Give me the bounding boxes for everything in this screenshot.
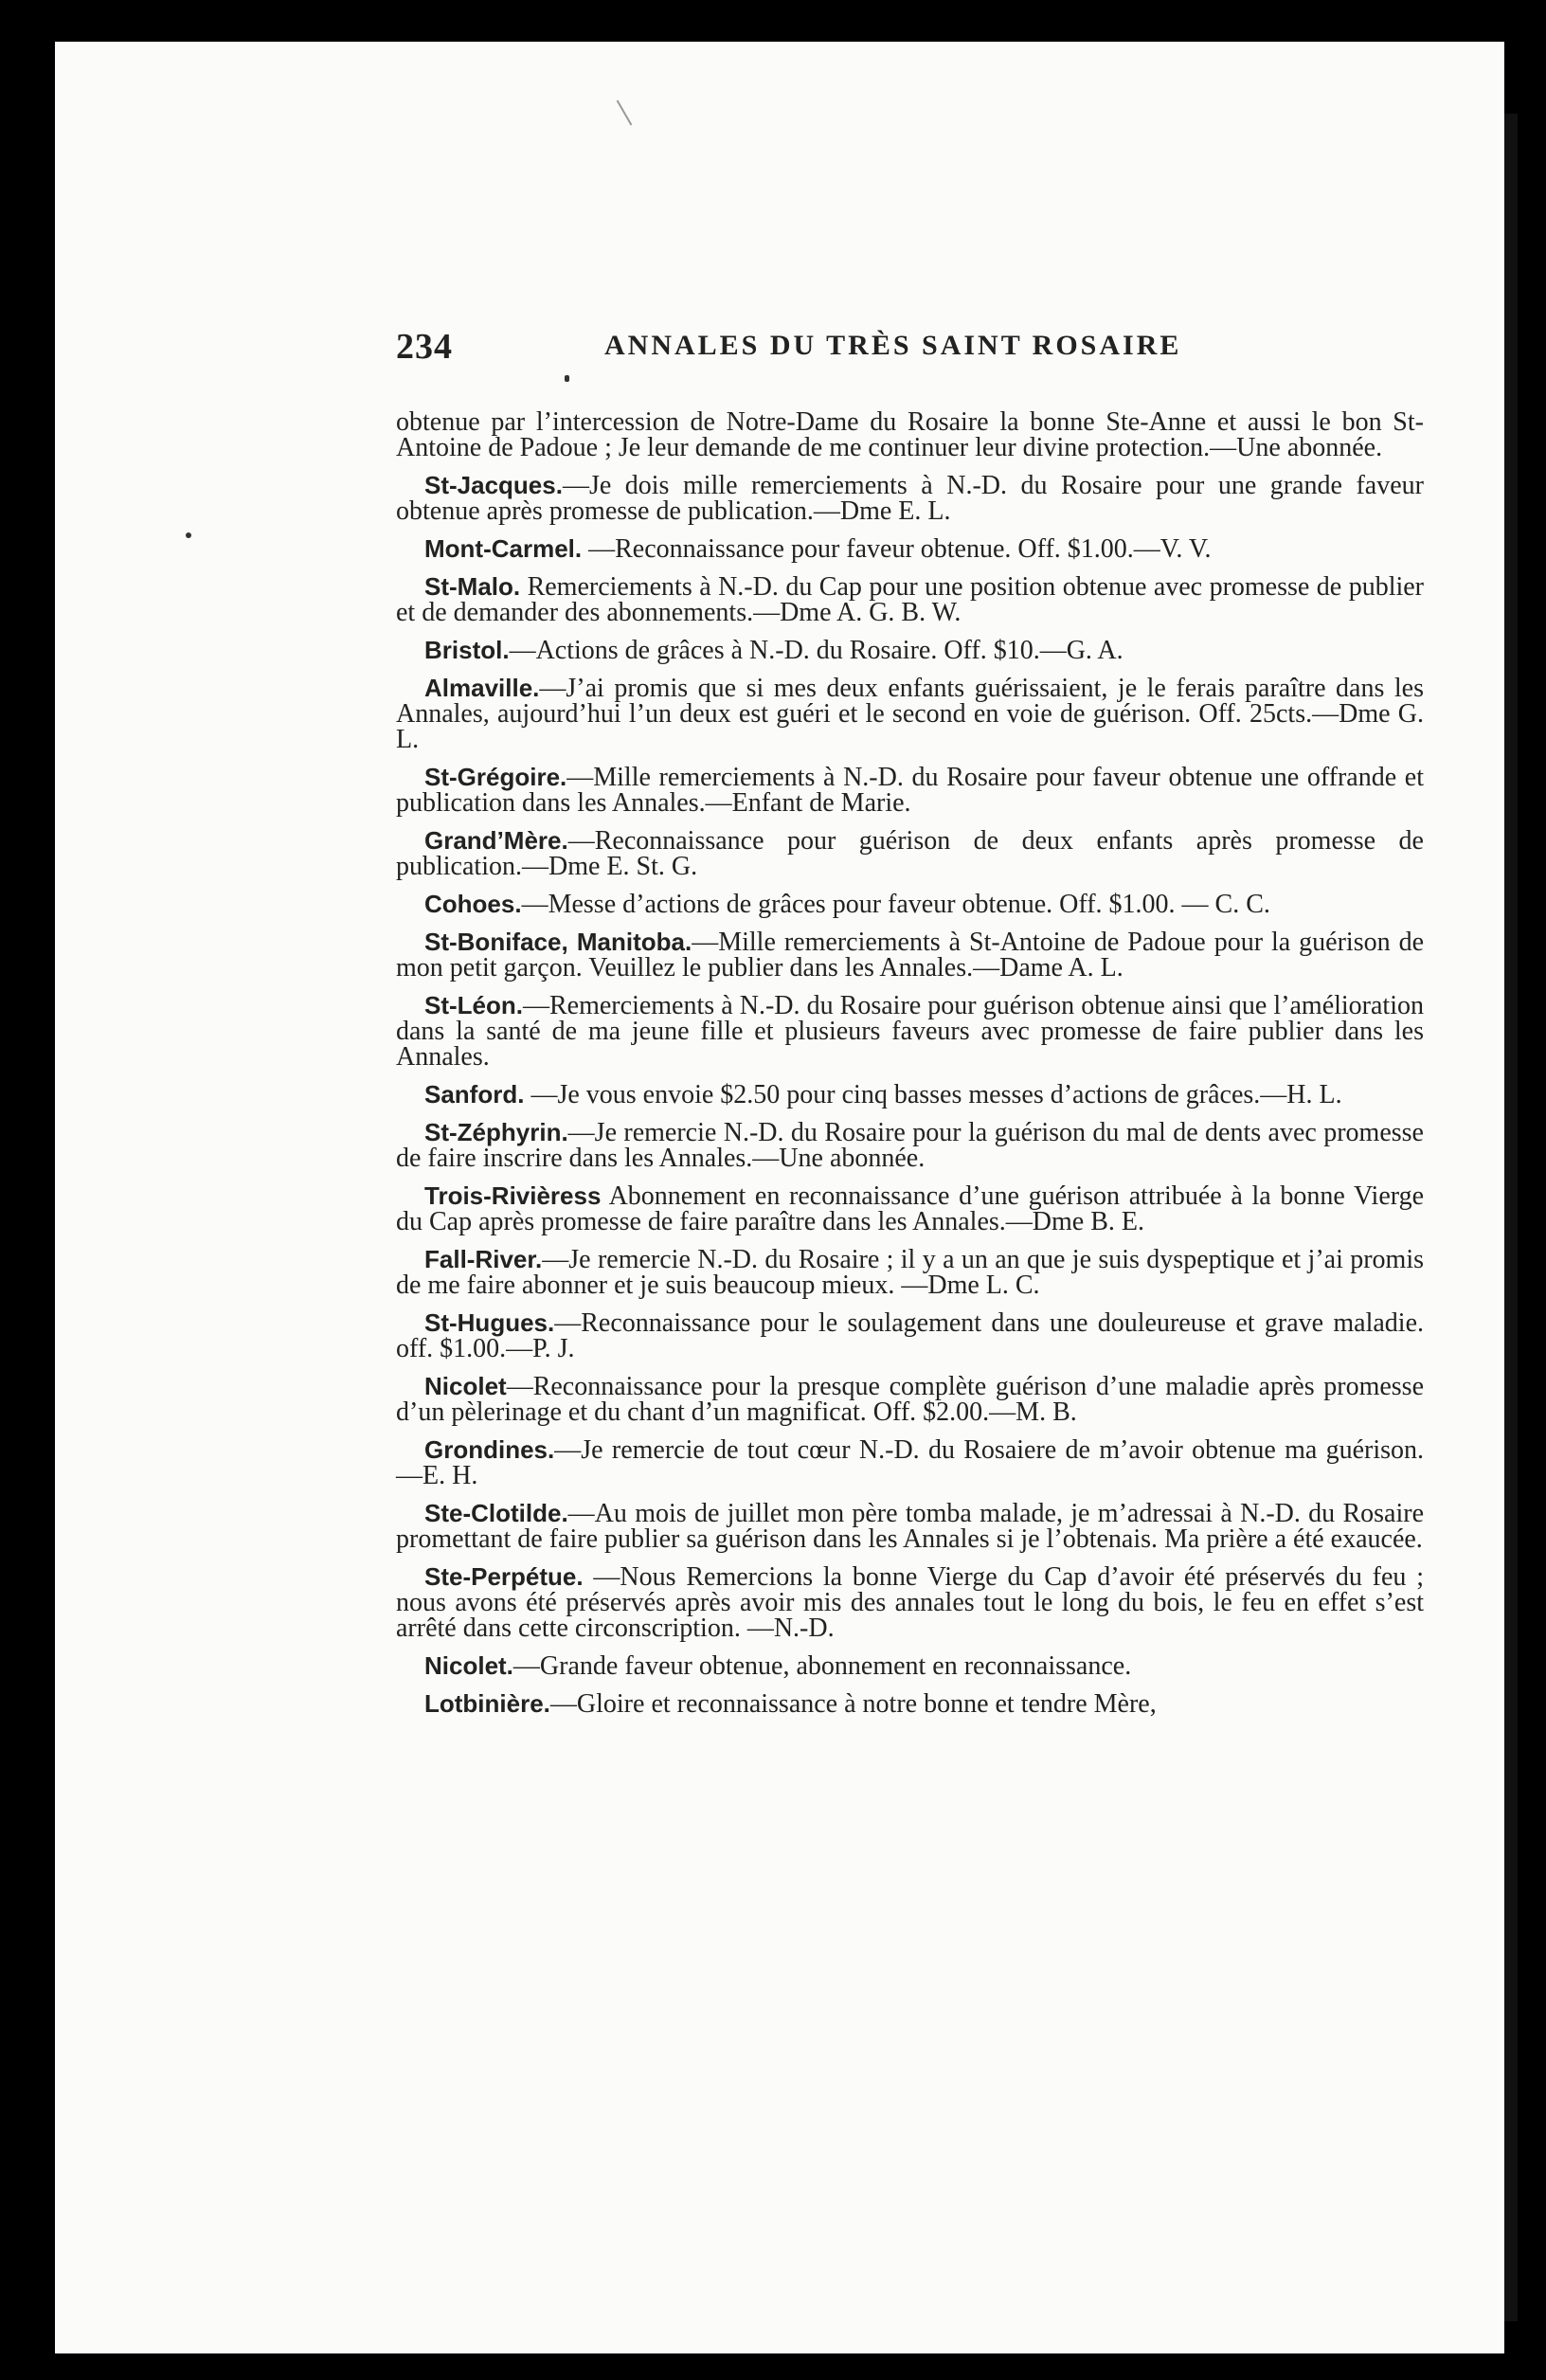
body-text	[396, 409, 1424, 1729]
page-header	[339, 326, 1429, 383]
entry-text: —Je remercie N.-D. du Rosaire pour la guérison du mal de dents avec promesse de faire inscrire dans les Annales.—Une abonnée.	[396, 1118, 1424, 1173]
entry-place: Sanford.	[424, 1080, 525, 1109]
header-mark	[565, 375, 569, 382]
entry-place: Lotbinière.	[424, 1689, 550, 1718]
entry-nicolet	[396, 1374, 1424, 1425]
entry-place: Grondines.	[424, 1435, 555, 1464]
entry-text: —Actions de grâces à N.-D. du Rosaire. Off. $10.—G. A.	[509, 636, 1124, 665]
entry-text: —Mille remerciements à St-Antoine de Padoue pour la guérison de mon petit garçon. Veuillez le publier dans les Annales.—Dame A. L.	[396, 928, 1424, 983]
entry-place: Almaville.	[424, 674, 540, 702]
entry-text: —Reconnaissance pour la presque complète guérison d’une maladie après promesse d’un pèlerinage et du chant d’un magnificat. Off. $2.00.—M. B.	[396, 1372, 1424, 1427]
entry-text: —Je vous envoie $2.50 pour cinq basses messes d’actions de grâces.—H. L.	[524, 1080, 1342, 1109]
entry-almaville	[396, 676, 1424, 752]
entry-text: —Gloire et reconnaissance à notre bonne et tendre Mère,	[549, 1689, 1157, 1719]
entry-grand-mere	[396, 828, 1424, 879]
entry-place: St-Léon.	[424, 991, 523, 1019]
entry-place: Mont-Carmel.	[424, 534, 583, 563]
entry-place: Nicolet.	[424, 1651, 513, 1680]
entry-st-jacques	[396, 473, 1424, 524]
entry-bristol	[396, 638, 1424, 663]
entry-place: Fall-River.	[424, 1245, 543, 1273]
entry-grondines	[396, 1437, 1424, 1488]
entry-text: —Remerciements à N.-D. du Rosaire pour guérison obtenue ainsi que l’amélioration dans la santé de ma jeune fille et plusieurs faveurs avec promesse de faire publier dans les Annales.	[396, 991, 1424, 1072]
entry-text: —J’ai promis que si mes deux enfants guérissaient, je le ferais paraître dans les Annales, aujourd’hui l’un deux est guéri et le second en voie de guérison. Off. 25cts.—Dme G. L.	[396, 674, 1424, 754]
entry-ste-perpetue	[396, 1564, 1424, 1641]
entry-text: —Nous Remercions la bonne Vierge du Cap d’avoir été préservés du feu ; nous avons été préservés après avoir mis des annales tout le long du bois, le feu en effet s’est arrêté dans cette circonscription. —N.-D.	[396, 1562, 1424, 1643]
entry-st-boniface	[396, 929, 1424, 981]
entry-place: St-Boniface, Manitoba.	[424, 928, 692, 956]
entry-text: —Je dois mille remerciements à N.-D. du Rosaire pour une grande faveur obtenue après promesse de publication.—Dme E. L.	[396, 471, 1424, 526]
entry-mont-carmel	[396, 536, 1424, 562]
entry-ste-clotilde	[396, 1501, 1424, 1552]
entry-place: St-Jacques.	[424, 471, 563, 499]
entry-trois-rivieres	[396, 1183, 1424, 1235]
entry-st-hugues	[396, 1310, 1424, 1361]
entry-place: Trois-Rivièress	[424, 1181, 602, 1210]
entry-st-zephyrin	[396, 1120, 1424, 1171]
entry-place: St-Malo.	[424, 572, 521, 601]
running-title: ANNALES DU TRÈS SAINT ROSAIRE	[604, 330, 1182, 361]
page-right-edge	[1504, 114, 1518, 2321]
entry-lotbiniere	[396, 1691, 1424, 1717]
entry-cohoes	[396, 892, 1424, 917]
entry-text: —Au mois de juillet mon père tomba malade, je m’adressai à N.-D. du Rosaire promettant de faire publier sa guérison dans les Annales si je l’obtenais. Ma prière a été exaucée.	[396, 1499, 1424, 1554]
entry-text: —Mille remerciements à N.-D. du Rosaire pour faveur obtenue une offrande et publication dans les Annales.—Enfant de Marie.	[396, 763, 1424, 818]
entry-text: —Reconnaissance pour faveur obtenue. Off. $1.00.—V. V.	[582, 534, 1212, 564]
scanned-page	[55, 42, 1504, 2353]
entry-st-leon	[396, 993, 1424, 1070]
scan-artifact	[617, 100, 633, 126]
entry-place: Bristol.	[424, 636, 510, 664]
entry-place: St-Grégoire.	[424, 763, 567, 791]
entry-st-malo	[396, 574, 1424, 625]
page-number: 234	[396, 327, 453, 367]
entry-text: —Reconnaissance pour guérison de deux enfants après promesse de publication.—Dme E. St. G.	[396, 826, 1424, 881]
entry-place: Ste-Perpétue.	[424, 1562, 584, 1591]
entry-text: Abonnement en reconnaissance d’une guérison attribuée à la bonne Vierge du Cap après promesse de faire paraître dans les Annales.—Dme B. E.	[396, 1181, 1424, 1236]
entry-place: Nicolet	[424, 1372, 507, 1400]
entry-st-gregoire	[396, 765, 1424, 816]
margin-mark	[186, 532, 191, 538]
entry-text: —Grande faveur obtenue, abonnement en reconnaissance.	[512, 1651, 1132, 1681]
entry-fall-river	[396, 1247, 1424, 1298]
entry-nicolet-2	[396, 1653, 1424, 1679]
entry-place: Grand’Mère.	[424, 826, 568, 855]
entry-text: —Je remercie N.-D. du Rosaire ; il y a un an que je suis dyspeptique et j’ai promis de me faire abonner et je suis beaucoup mieux. —Dme L. C.	[396, 1245, 1424, 1300]
entry-text: —Je remercie de tout cœur N.-D. du Rosaiere de m’avoir obtenue ma guérison.—E. H.	[396, 1435, 1424, 1490]
opening-paragraph: obtenue par l’intercession de Notre-Dame du Rosaire la bonne Ste-Anne et aussi le bon St-Antoine de Padoue ; Je leur demande de me continuer leur divine protection.—Une abonnée.	[396, 407, 1424, 462]
entry-place: St-Zéphyrin.	[424, 1118, 568, 1146]
entry-sanford	[396, 1082, 1424, 1108]
entry-place: Ste-Clotilde.	[424, 1499, 568, 1527]
entry-place: St-Hugues.	[424, 1308, 555, 1337]
entry-text: Remerciements à N.-D. du Cap pour une position obtenue avec promesse de publier et de demander des abonnements.—Dme A. G. B. W.	[396, 572, 1424, 627]
entry-text: —Messe d’actions de grâces pour faveur obtenue. Off. $1.00. — C. C.	[521, 890, 1270, 919]
entry-place: Cohoes.	[424, 890, 522, 918]
entry-text: —Reconnaissance pour le soulagement dans une douleureuse et grave maladie. off. $1.00.—P. J.	[396, 1308, 1424, 1363]
